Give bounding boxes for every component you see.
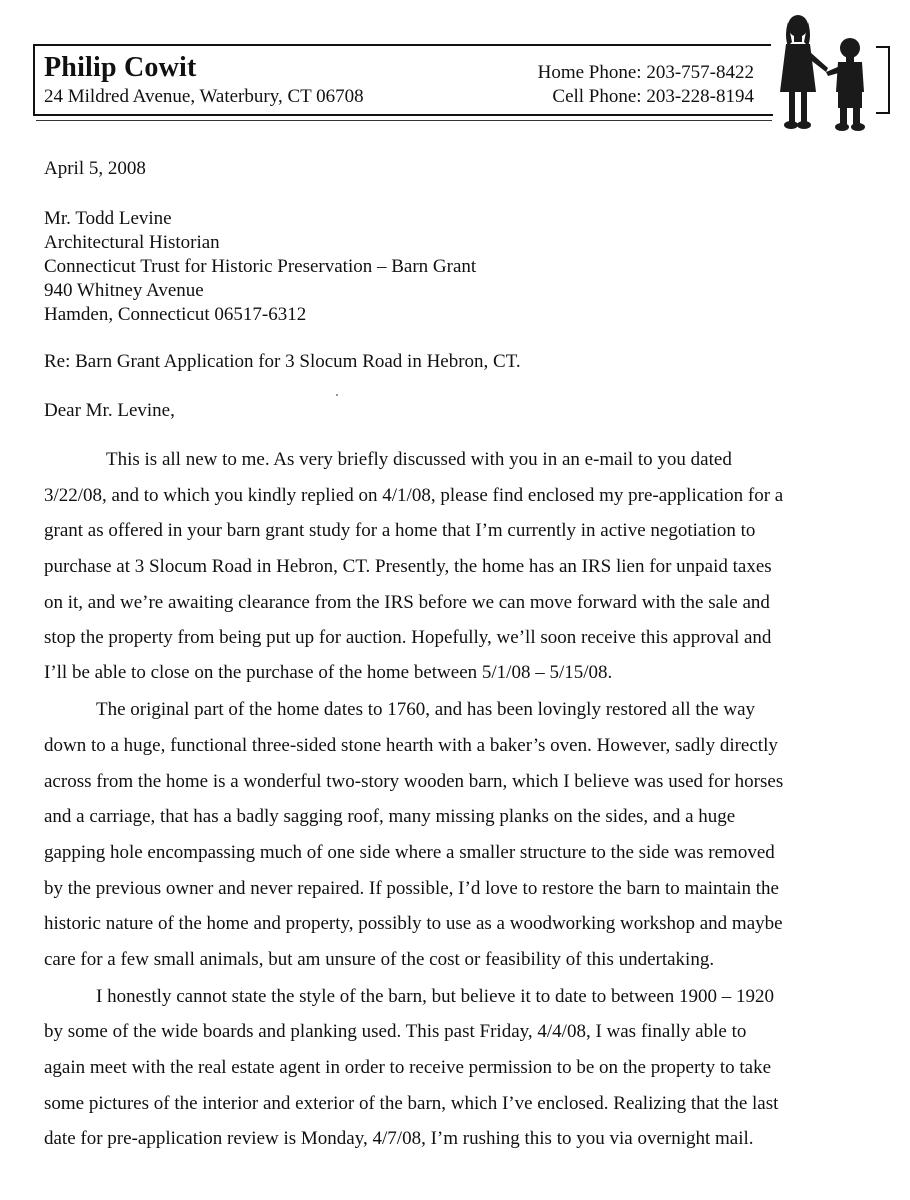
- recipient-line: 940 Whitney Avenue: [44, 280, 204, 301]
- paragraph-line: across from the home is a wonderful two-story wooden barn, which I believe was used for horses: [44, 771, 784, 792]
- paragraph-line: I’ll be able to close on the purchase of the home between 5/1/08 – 5/15/08.: [44, 662, 613, 683]
- scan-speck: [336, 394, 338, 396]
- paragraph-line: on it, and we’re awaiting clearance from the IRS before we can move forward with the sale and: [44, 592, 770, 613]
- cell-phone: Cell Phone: 203-228-8194: [552, 86, 754, 107]
- subject-line: Re: Barn Grant Application for 3 Slocum Road in Hebron, CT.: [44, 351, 521, 372]
- letterhead-left-rule: [33, 44, 35, 116]
- recipient-line: Connecticut Trust for Historic Preservation – Barn Grant: [44, 256, 477, 277]
- paragraph-line: stop the property from being put up for auction. Hopefully, we’ll soon receive this approval and: [44, 627, 772, 648]
- letterhead-top-rule: [33, 44, 771, 46]
- paragraph-line: purchase at 3 Slocum Road in Hebron, CT. Presently, the home has an IRS lien for unpaid taxes: [44, 556, 772, 577]
- paragraph-line: down to a huge, functional three-sided stone hearth with a baker’s oven. However, sadly directly: [44, 735, 778, 756]
- paragraph-line: 3/22/08, and to which you kindly replied on 4/1/08, please find enclosed my pre-application for a: [44, 485, 784, 506]
- paragraph-line: The original part of the home dates to 1760, and has been lovingly restored all the way: [96, 699, 756, 720]
- recipient-line: Mr. Todd Levine: [44, 208, 172, 229]
- paragraph-line: date for pre-application review is Monday, 4/7/08, I’m rushing this to you via overnight mail.: [44, 1128, 754, 1149]
- salutation: Dear Mr. Levine,: [44, 400, 175, 421]
- home-phone: Home Phone: 203-757-8422: [537, 62, 754, 83]
- paragraph-line: This is all new to me. As very briefly discussed with you in an e-mail to you dated: [106, 449, 732, 470]
- paragraph-line: grant as offered in your barn grant study for a home that I’m currently in active negotiation to: [44, 520, 756, 541]
- paragraph-line: historic nature of the home and property, possibly to use as a woodworking workshop and maybe: [44, 913, 783, 934]
- letter-date: April 5, 2008: [44, 158, 146, 179]
- paragraph-line: by the previous owner and never repaired. If possible, I’d love to restore the barn to maintain the: [44, 878, 779, 899]
- paragraph-line: by some of the wide boards and planking used. This past Friday, 4/4/08, I was finally able to: [44, 1021, 747, 1042]
- paragraph-line: I honestly cannot state the style of the barn, but believe it to date to between 1900 – 1920: [96, 986, 775, 1007]
- letterhead-bottom-rule-thin: [36, 120, 772, 121]
- paragraph-line: again meet with the real estate agent in order to receive permission to be on the property to take: [44, 1057, 772, 1078]
- letterhead-bottom-rule: [33, 114, 773, 116]
- letterhead-bracket: [876, 46, 890, 114]
- recipient-line: Architectural Historian: [44, 232, 220, 253]
- paragraph-line: and a carriage, that has a badly sagging roof, many missing planks on the sides, and a huge: [44, 806, 736, 827]
- paragraph-line: some pictures of the interior and exterior of the barn, which I’ve enclosed. Realizing that the last: [44, 1093, 779, 1114]
- paragraph-line: gapping hole encompassing much of one side where a smaller structure to the side was removed: [44, 842, 775, 863]
- sender-address: 24 Mildred Avenue, Waterbury, CT 06708: [44, 86, 364, 107]
- recipient-line: Hamden, Connecticut 06517-6312: [44, 304, 307, 325]
- children-silhouette-icon: [776, 12, 876, 136]
- sender-name: Philip Cowit: [44, 52, 197, 83]
- paragraph-line: care for a few small animals, but am unsure of the cost or feasibility of this undertaking.: [44, 949, 715, 970]
